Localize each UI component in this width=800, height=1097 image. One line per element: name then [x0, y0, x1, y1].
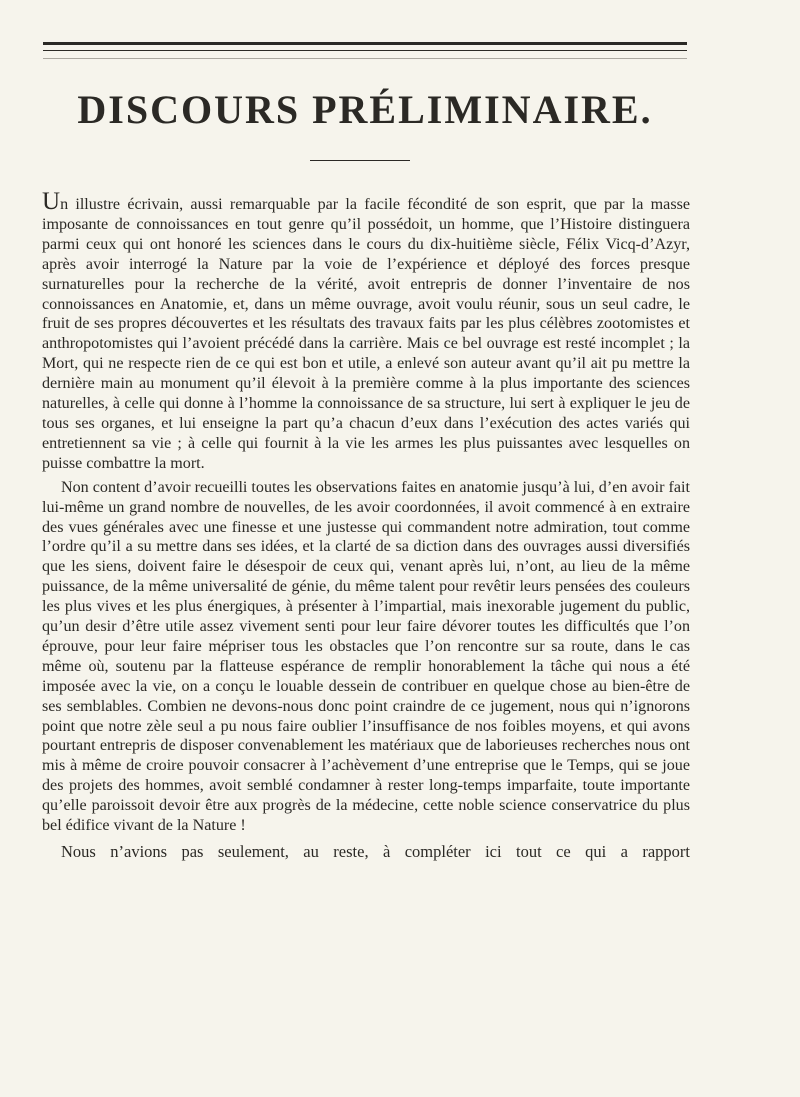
- paragraph-3: Nous n’avions pas seulement, au reste, à compléter ici tout ce qui a rapport: [61, 842, 690, 861]
- top-rule-thin: [43, 50, 687, 51]
- paragraph-2: Non content d’avoir recueilli toutes les observations faites en anatomie jusqu’à lui, d’en avoir fait lui-même un grand nombre de nouvelles, de les avoir coordonnées, il avoit commencé à en extraire des vues générales avec une finesse et une justesse qui commandent notre admiration, tout comme l’ordre qu’il a su mettre dans ses idées, et la clarté de sa diction dans des ouvrages aussi diversifiés que les siens, doivent faire le désespoir de ceux qui, venant après lui, n’ont, au lieu de la même puissance, de la même universalité de génie, du même talent pour revêtir leurs pensées des couleurs les plus vives et les plus énergiques, à présenter à l’impartial, mais inexorable jugement du public, qu’un desir d’être utile assez vivement senti pour leur faire dévorer toutes les difficultés que l’on éprouve, pour leur faire mépriser tous les obstacles que l’on rencontre sur sa route, dans le cas même où, soutenu par la flatteuse espérance de remplir honorablement la tâche qui nous a été imposée avec la vie, on a conçu le louable dessein de contribuer en quelque chose au bien-être de ses semblables. Combien ne devons-nous donc point craindre de ce jugement, nous qui n’ignorons point que notre zèle seul a pu nous faire oublier l’insuffisance de nos foibles moyens, et qui avons pourtant entrepris de disposer convenablement les matériaux que de laborieuses recherches nous ont mis à même de croire pouvoir consacrer à l’achèvement d’une entreprise que le Temps, qui se joue des projets des hommes, avoit semblé condamner à rester long-temps imparfaite, toute importante qu’elle paroissoit devoir être aux progrès de la médecine, cette noble science conservatrice du plus bel édifice vivant de la Nature !: [42, 478, 690, 835]
- title-divider: [310, 160, 410, 161]
- body-text: [42, 188, 690, 862]
- top-rule-thick: [43, 42, 687, 45]
- page-title: DISCOURS PRÉLIMINAIRE.: [77, 87, 653, 132]
- top-rule-faint: [43, 58, 687, 59]
- paragraph-1: Un illustre écrivain, aussi remarquable par la facile fécondité de son esprit, que par la masse imposante de connoissances en tout genre qu’il possédoit, un homme, que l’Histoire distinguera parmi ceux qui ont honoré les sciences dans le cours du dix-huitième siècle, Félix Vicq-d’Azyr, après avoir interrogé la Nature par la voie de l’expérience et déployé des forces presque surnaturelles pour la recherche de la vérité, avoit entrepris de donner l’inventaire de nos connoissances en Anatomie, et, dans un même ouvrage, avoit voulu réunir, sous un seul cadre, le fruit de ses propres découvertes et les résultats des travaux faits par les plus célèbres zootomistes et anthropotomistes qui l’avoient précédé dans la carrière. Mais ce bel ouvrage est resté incomplet ; la Mort, qui ne respecte rien de ce qui est bon et utile, a enlevé son auteur avant qu’il ait pu mettre la dernière main au monument qu’il élevoit à la première comme à la plus importante des sciences naturelles, à celle qui donne à l’homme la connoissance de sa structure, lui sert à expliquer le jeu de tous ses organes, et lui enseigne la part qu’a chacun d’eux dans l’exécution des actes variés qui entretiennent sa vie ; à celle qui fournit à la vie les armes les plus puissantes avec lesquelles on puisse combattre la mort.: [42, 188, 690, 472]
